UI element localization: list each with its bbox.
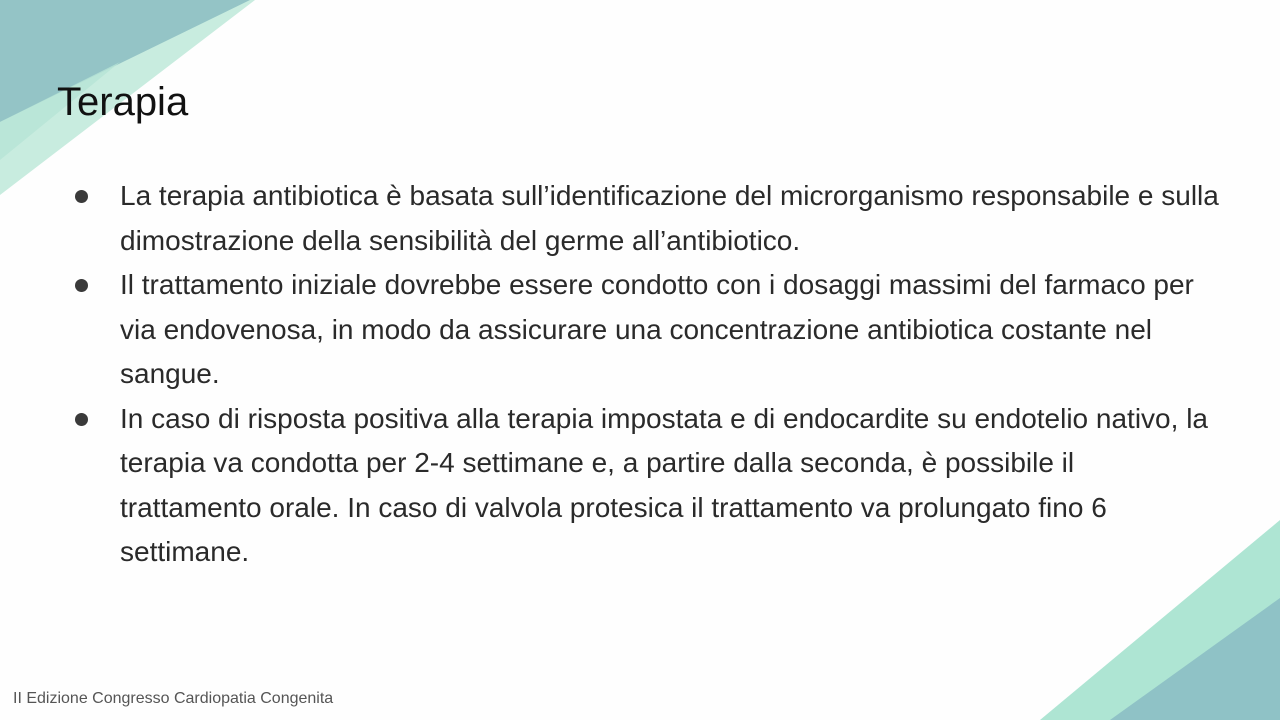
bullet-dot-icon	[75, 190, 88, 203]
bullet-text: La terapia antibiotica è basata sull’identificazione del microrganismo responsabile e sulla dimostrazione della sensibilità del germe all’antibiotico.	[120, 180, 1219, 256]
slide-footer: II Edizione Congresso Cardiopatia Congenita	[13, 690, 334, 707]
bullet-text: In caso di risposta positiva alla terapia impostata e di endocardite su endotelio nativo, la terapia va condotta per 2-4 settimane e, a partire dalla seconda, è possibile il trattamento orale. In caso di valvola protesica il trattamento va prolungato fino 6 settimane.	[120, 402, 1208, 567]
bullet-list	[70, 174, 1220, 575]
bullet-dot-icon	[75, 413, 88, 426]
bullet-item	[70, 263, 1220, 397]
bullet-dot-icon	[75, 279, 88, 292]
bullet-item	[70, 174, 1220, 263]
slide-title: Terapia	[57, 80, 189, 124]
bullet-text: Il trattamento iniziale dovrebbe essere condotto con i dosaggi massimi del farmaco per via endovenosa, in modo da assicurare una concentrazione antibiotica costante nel sangue.	[120, 269, 1194, 389]
bullet-item	[70, 397, 1220, 575]
